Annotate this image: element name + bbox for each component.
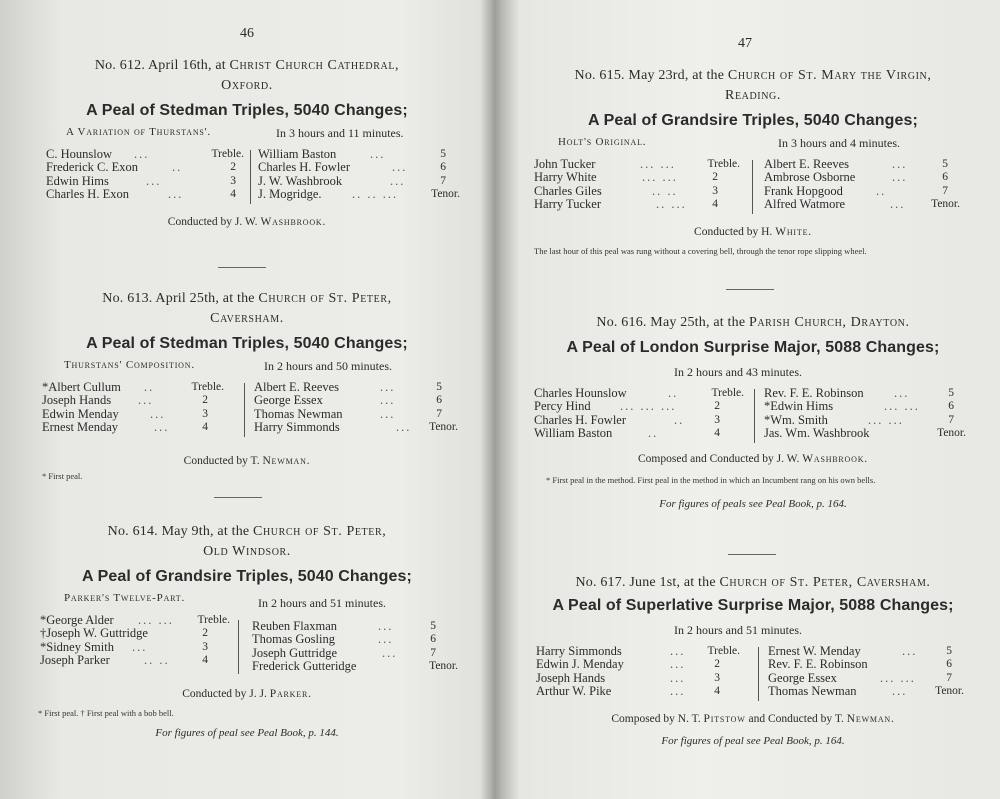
leader-dots: ... [392,160,408,175]
bell-label: Treble. [211,148,244,160]
peal-heading [506,313,1000,333]
peal-title: A Peal of Stedman Triples, 5040 Changes; [86,335,408,352]
text-fragment: Washbrook. [802,453,868,465]
section-divider [726,289,774,290]
peal-heading [0,56,494,96]
bell-label: 2 [202,627,208,640]
text-fragment: Washbrook. [260,216,327,228]
ringers-table [0,148,494,208]
bell-label: 6 [946,658,952,671]
bell-label: Tenor. [429,660,458,673]
bell-label: 7 [946,671,952,684]
leader-dots: ... [380,393,396,408]
leader-dots: ... [168,187,184,202]
peal-meta [506,365,1000,385]
conducted-by [0,216,494,228]
peal-entry [506,573,1000,747]
column-divider [244,383,245,437]
ringer-name: Frederick Gutteridge [252,659,357,674]
bell-label: 3 [714,413,720,426]
text-fragment: No. 617. June 1st, at the [575,575,716,590]
peal-title: A Peal of London Surprise Major, 5088 Changes; [566,339,940,356]
conducted-by [506,226,1000,238]
section-divider [214,497,262,498]
text-fragment: Caversham. [210,311,284,326]
ringer-name: *Edwin Hims [764,399,834,414]
bell-label: 7 [948,413,954,426]
conducted-by [506,713,1000,725]
ringer-row [258,148,460,161]
peal-heading [506,573,1000,593]
text-fragment: Conducted by H. [694,226,773,238]
bell-label: Tenor. [429,421,458,434]
leader-dots: ... [902,644,918,658]
ringer-row [40,641,230,654]
duration: In 2 hours and 43 minutes. [674,365,802,379]
bell-label: 2 [714,400,720,413]
text-fragment: Parish Church, Drayton. [748,315,910,330]
bell-label: 3 [202,407,208,420]
bell-label: 5 [942,158,948,170]
leader-dots: ... ... [642,170,678,185]
leader-dots: ... [890,197,906,212]
bell-label: 7 [436,407,442,420]
peal-title: A Peal of Stedman Triples, 5040 Changes; [86,102,408,119]
peal-meta [0,126,494,146]
ringers-left-column [46,148,244,202]
bell-label: 2 [712,171,718,184]
ringer-name: Thomas Newman [254,406,343,421]
text-fragment: No. 612. April 16th, at [94,58,226,73]
leader-dots: ... [892,157,908,171]
ringer-row [764,400,966,413]
column-divider [752,160,753,214]
ringer-row [534,400,744,413]
leader-dots: .. [648,426,659,441]
ringer-name: Joseph Hands [42,393,112,408]
duration: In 3 hours and 11 minutes. [276,126,404,140]
leader-dots: ... [378,632,394,647]
text-fragment: Parker. [269,688,312,700]
ringer-name: Harry Tucker [534,197,602,212]
ringer-row [534,185,740,198]
ringer-name: Ambrose Osborne [764,170,856,185]
leader-dots: ... [378,619,394,633]
leader-dots: ... ... ... [620,399,677,414]
column-divider [250,150,251,204]
text-fragment: Pitstow [703,713,746,725]
leader-dots: ... ... [880,670,916,685]
text-fragment: Oxford. [221,78,273,93]
text-fragment: No. 615. May 23rd, at the [574,68,725,83]
ringer-row [252,647,458,660]
ringer-row [768,658,964,671]
bell-label: 6 [436,394,442,407]
bell-label: 5 [436,381,442,393]
ringer-name: Alfred Watmore [764,197,846,212]
ringer-name: Charles Hounslow [534,386,627,400]
ringer-name: Edwin Hims [46,173,109,188]
text-fragment: Reading. [725,88,781,103]
bell-label: Treble. [191,381,224,393]
bell-label: 5 [440,148,446,160]
conducted-by [0,455,494,467]
ringer-row [42,408,238,421]
ringer-name: *Sidney Smith [40,639,114,654]
text-fragment: Church of St. Peter, Caversham. [719,575,931,590]
ringer-name: Frederick C. Exon [46,160,138,175]
ringer-name: Edwin J. Menday [536,657,624,672]
leader-dots: ... ... [884,399,920,414]
text-fragment: Composed and Conducted by J. W. [638,453,800,465]
ringer-name: John Tucker [534,157,596,171]
figures-reference: For figures of peal see Peal Book, p. 144. [155,727,339,739]
ringer-name: Charles H. Fowler [258,160,350,175]
section-divider [728,554,776,555]
leader-dots: .. ... [656,197,687,212]
leader-dots: ... [132,639,148,654]
ringer-row [764,198,960,211]
leader-dots: ... [138,393,154,408]
ringer-name: J. Mogridge. [258,187,322,202]
text-fragment: Church of St. Peter, [253,524,387,539]
bell-label: Tenor. [431,188,460,201]
bell-label: 4 [230,188,236,201]
text-fragment: Old Windsor. [203,544,291,559]
leader-dots: ... [670,657,686,672]
ringer-row [258,175,460,188]
bell-label: 6 [430,633,436,646]
composition: Holt's Original. [558,136,647,148]
peal-meta [506,623,1000,643]
peal-heading [0,289,494,329]
ringer-name: Harry White [534,170,597,185]
footnote: * First peal. † First peal with a bob bell. [38,708,174,718]
ringer-name: Ernest W. Menday [768,644,861,658]
bell-label: 2 [714,658,720,671]
ringer-name: Thomas Newman [768,684,857,699]
text-fragment: No. 614. May 9th, at the [107,524,250,539]
leader-dots: .. .. [144,653,170,668]
bell-label: 6 [948,400,954,413]
ringers-right-column [258,148,460,202]
text-fragment: No. 616. May 25th, at the [596,315,746,330]
ringer-name: J. W. Washbrook [258,173,343,188]
peal-entry [506,66,1000,257]
composition: Parker's Twelve-Part. [64,592,186,604]
text-fragment: Composed by N. T. [611,713,701,725]
text-fragment: White. [775,226,812,238]
peal-meta [506,136,1000,156]
bell-label: 5 [948,387,954,399]
bell-label: 4 [202,654,208,667]
ringer-name: Charles Giles [534,183,602,198]
peal-heading [0,522,494,562]
peal-entry [0,522,494,739]
ringer-name: Harry Simmonds [536,644,622,658]
ringers-left-column [42,381,238,435]
ringers-right-column [254,381,458,435]
ringers-left-column [536,645,740,699]
leader-dots: .. .. ... [352,187,399,202]
ringer-name: Joseph Parker [40,653,110,668]
ringer-name: Albert E. Reeves [254,380,340,394]
ringer-name: Charles H. Fowler [534,412,626,427]
leader-dots: .. [144,380,155,394]
ringer-name: Ernest Menday [42,420,119,435]
ringers-left-column [534,158,740,212]
ringer-name: Rev. F. E. Robinson [768,657,868,672]
footnote: The last hour of this peal was rung without a covering bell, through the tenor rope slipping wheel. [534,246,867,256]
page-number: 47 [738,36,752,51]
leader-dots: ... [134,147,150,161]
bell-label: Treble. [707,158,740,170]
ringer-row [254,421,458,434]
footnote: * First peal in the method. First peal in the method in which an Incumbent rang on his own bells. [546,475,876,485]
conducted-by [506,453,1000,465]
ringer-name: Joseph Hands [536,670,606,685]
composition: A Variation of Thurstans'. [66,126,211,138]
leader-dots: ... ... [138,613,174,627]
bell-label: 2 [202,394,208,407]
bell-label: Treble. [711,387,744,399]
ringer-name: Harry Simmonds [254,420,340,435]
bell-label: 5 [430,620,436,632]
ringer-row [536,672,740,685]
bell-label: Tenor. [931,198,960,211]
ringer-row [258,188,460,201]
leader-dots: ... [380,380,396,394]
bell-label: 3 [230,174,236,187]
ringer-row [536,645,740,658]
column-divider [238,620,239,674]
ringer-row [46,188,244,201]
ringer-row [768,645,964,658]
bell-label: 7 [942,184,948,197]
ringer-row [764,387,966,400]
ringer-row [258,161,460,174]
ringer-row [42,381,238,394]
leader-dots: ... [370,147,386,161]
leader-dots: ... ... [868,412,904,427]
text-fragment: Newman. [262,455,311,467]
peal-entry [0,289,494,481]
leader-dots: ... [670,670,686,685]
ringer-row [254,381,458,394]
ringers-left-column [40,614,230,668]
ringers-table [506,387,1000,447]
ringer-name: William Baston [258,147,337,161]
ringer-row [534,198,740,211]
page-number: 46 [240,26,254,41]
left-page [0,0,494,799]
ringers-right-column [768,645,964,699]
text-fragment: No. 613. April 25th, at the [102,291,255,306]
peal-title: A Peal of Superlative Surprise Major, 5088 Changes; [552,597,954,614]
ringer-row [764,185,960,198]
ringer-name: Reuben Flaxman [252,619,338,633]
ringer-row [764,414,966,427]
bell-label: 4 [712,198,718,211]
column-divider [758,647,759,701]
figures-reference: For figures of peals see Peal Book, p. 164. [659,498,847,510]
peal-title: A Peal of Grandsire Triples, 5040 Changes; [82,568,412,585]
peal-title: A Peal of Grandsire Triples, 5040 Changes; [588,112,918,129]
ringer-row [252,620,458,633]
ringers-table [0,614,494,674]
ringer-row [254,394,458,407]
bell-label: Treble. [197,614,230,626]
ringer-name: Edwin Menday [42,406,119,421]
ringer-row [536,685,740,698]
ringers-left-column [534,387,744,441]
ringer-row [768,672,964,685]
leader-dots: ... [146,173,162,188]
leader-dots: ... [894,386,910,400]
ringer-row [534,387,744,400]
ringer-name: Frank Hopgood [764,183,843,198]
ringer-name: Arthur W. Pike [536,684,612,699]
conducted-by [0,688,494,700]
leader-dots: ... [892,684,908,699]
leader-dots: ... [670,684,686,699]
ringer-name: *Wm. Smith [764,412,828,427]
column-divider [754,389,755,443]
footnote: * First peal. [42,471,83,481]
ringer-name: *Albert Cullum [42,380,121,394]
bell-label: Treble. [707,645,740,657]
bell-label: 4 [714,427,720,440]
ringer-name: Thomas Gosling [252,632,335,647]
ringer-row [40,627,230,640]
bell-label: 3 [202,640,208,653]
ringers-right-column [252,620,458,674]
leader-dots: ... [390,173,406,188]
peal-entry [506,313,1000,510]
bell-label: 6 [942,171,948,184]
right-page [506,0,1000,799]
peal-heading [506,66,1000,106]
ringers-table [0,381,494,441]
leader-dots: ... [150,406,166,421]
text-fragment: Church of St. Mary the Virgin, [727,68,932,83]
bell-label: 2 [230,161,236,174]
leader-dots: ... [892,170,908,185]
leader-dots: ... [396,420,412,435]
duration: In 2 hours and 50 minutes. [264,359,392,373]
ringer-name: C. Hounslow [46,147,112,161]
ringer-name: *George Alder [40,613,114,627]
bell-label: Tenor. [935,685,964,698]
ringer-name: †Joseph W. Guttridge [40,626,148,641]
ringer-name: Rev. F. E. Robinson [764,386,864,400]
ringer-row [46,175,244,188]
section-divider [218,267,266,268]
ringer-row [534,171,740,184]
bell-label: 4 [714,685,720,698]
leader-dots: ... ... [640,157,676,171]
bell-label: 4 [202,421,208,434]
duration: In 2 hours and 51 minutes. [258,596,386,610]
text-fragment: Church of St. Peter, [258,291,392,306]
ringer-name: Charles H. Exon [46,187,129,202]
peal-entry [0,56,494,228]
text-fragment: Conducted by T. [183,455,260,467]
duration: In 2 hours and 51 minutes. [674,623,802,637]
bell-label: 7 [440,174,446,187]
peal-meta [0,359,494,379]
ringer-name: Jas. Wm. Washbrook [764,426,870,441]
leader-dots: .. [172,160,183,175]
leader-dots: ... [380,406,396,421]
bell-label: Tenor. [937,427,966,440]
ringer-name: Albert E. Reeves [764,157,850,171]
ringer-row [46,161,244,174]
text-fragment: Conducted by J. J. [182,688,267,700]
leader-dots: .. [876,183,887,198]
duration: In 3 hours and 4 minutes. [778,136,900,150]
leader-dots: ... [670,644,686,658]
leader-dots: ... [154,420,170,435]
ringer-row [534,427,744,440]
ringer-name: Joseph Guttridge [252,645,338,660]
ringer-row [768,685,964,698]
composition: Thurstans' Composition. [64,359,195,371]
ringer-name: Percy Hind [534,399,591,414]
ringer-name: William Baston [534,426,613,441]
ringers-table [506,158,1000,218]
leader-dots: .. .. [652,183,678,198]
ringer-row [534,414,744,427]
ringer-row [764,158,960,171]
figures-reference: For figures of peal see Peal Book, p. 164. [661,735,845,747]
bell-label: 3 [712,184,718,197]
bell-label: 3 [714,671,720,684]
ringer-row [46,148,244,161]
ringers-table [506,645,1000,705]
ringer-row [254,408,458,421]
bell-label: 7 [430,646,436,659]
leader-dots: ... [382,645,398,660]
bell-label: 6 [440,161,446,174]
leader-dots: .. [674,412,685,427]
ringer-row [534,158,740,171]
ringer-row [42,421,238,434]
ringer-row [252,633,458,646]
ringer-name: George Essex [254,393,323,408]
ringer-row [764,427,966,440]
bell-label: 5 [946,645,952,657]
ringers-right-column [764,158,960,212]
ringer-name: George Essex [768,670,837,685]
text-fragment: Christ Church Cathedral, [229,58,400,73]
ringer-row [536,658,740,671]
ringers-right-column [764,387,966,441]
ringer-row [40,654,230,667]
leader-dots: .. [668,386,679,400]
ringer-row [42,394,238,407]
ringer-row [764,171,960,184]
text-fragment: Newman. [846,713,895,725]
ringer-row [40,614,230,627]
peal-meta [0,592,494,612]
ringer-row [252,660,458,673]
text-fragment: Conducted by J. W. [167,216,258,228]
text-fragment: and Conducted by T. [748,713,844,725]
